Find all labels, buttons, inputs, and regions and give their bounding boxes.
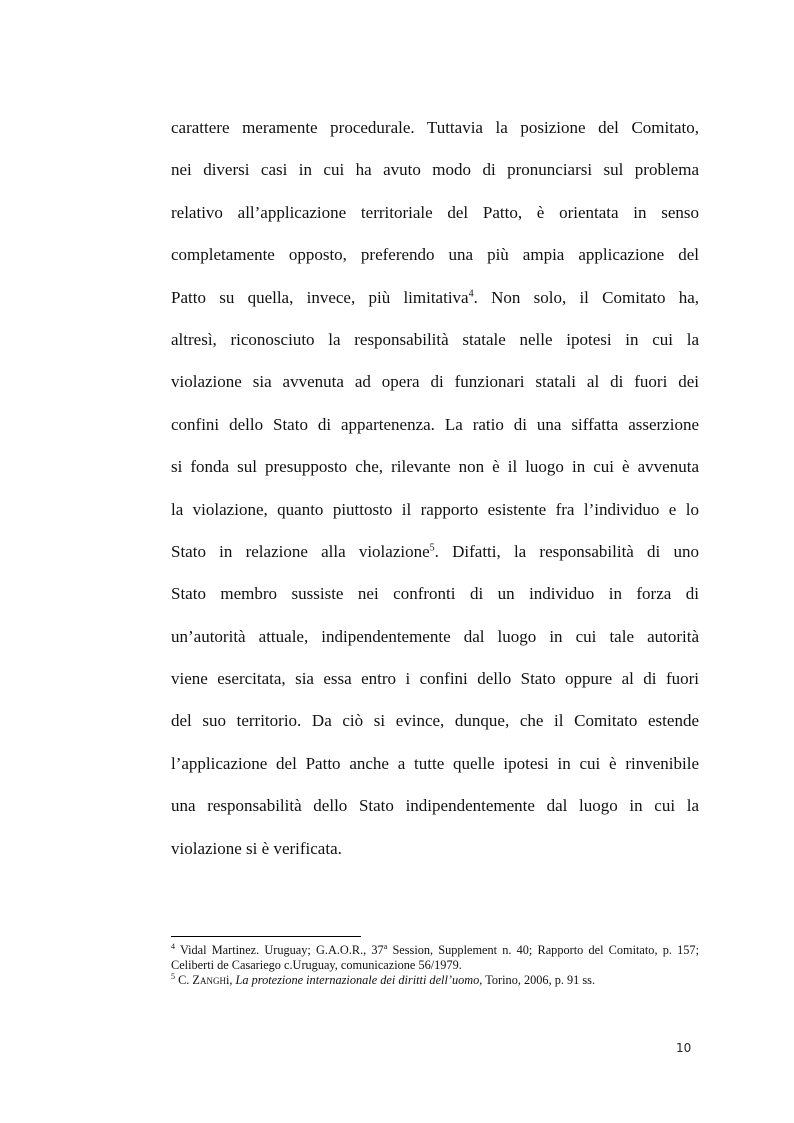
text-line: violazione sia avvenuta ad opera di funzionari statali al di fuori dei <box>171 372 699 392</box>
text-line: Stato membro sussiste nei confronti di un individuo in forza di <box>171 584 699 604</box>
main-text <box>171 107 699 870</box>
text-fragment: Patto su quella, invece, più limitativa <box>171 287 469 307</box>
text-line <box>171 531 699 573</box>
footnote-text: Vidal Martinez. Uruguay; G.A.O.R., 37 <box>179 943 384 957</box>
footnote-separator <box>171 936 361 937</box>
text-fragment: . Difatti, la responsabilità di uno <box>434 541 699 561</box>
text-line: completamente opposto, preferendo una più ampia applicazione del <box>171 245 699 265</box>
text-line: carattere meramente procedurale. Tuttavia la posizione del Comitato, <box>171 118 699 137</box>
footnote-ref-4[interactable]: 4 <box>468 287 474 299</box>
text-line: violazione si è verificata. <box>171 838 342 858</box>
text-line <box>171 277 699 319</box>
text-line: un’autorità attuale, indipendentemente dal luogo in cui tale autorità <box>171 626 699 646</box>
footnote-mark: 4 <box>171 941 175 951</box>
text-line: relativo all’applicazione territoriale del Patto, è orientata in senso <box>171 202 699 222</box>
text-line: l’applicazione del Patto anche a tutte quelle ipotesi in cui è rinvenibile <box>171 753 699 773</box>
footnote-author: angh <box>199 973 226 987</box>
footnote-mark: 5 <box>171 971 175 981</box>
ordinal-sup: a <box>383 941 388 951</box>
text-line: viene esercitata, sia essa entro i confini dello Stato oppure al di fuori <box>171 669 699 689</box>
footnote-text: , <box>229 973 236 987</box>
text-line: confini dello Stato di appartenenza. La ratio di una siffatta asserzione <box>171 414 699 434</box>
footnote-text: Torino, 2006, p. 91 ss. <box>482 973 596 987</box>
footnote-4 <box>171 943 699 973</box>
footnote-text: Session, Supplement n. 40; Rapporto del Comitato, p. 157; Celiberti de Casariego c.Uruguay, comunicazione 56/1979. <box>171 943 699 972</box>
text-line: nei diversi casi in cui ha avuto modo di pronunciarsi sul problema <box>171 160 699 180</box>
text-fragment: Stato in relazione alla violazione <box>171 541 430 561</box>
text-line: una responsabilità dello Stato indipendentemente dal luogo in cui la <box>171 796 699 816</box>
text-line: del suo territorio. Da ciò si evince, dunque, che il Comitato estende <box>171 711 699 731</box>
text-line: altresì, riconosciuto la responsabilità statale nelle ipotesi in cui la <box>171 329 699 349</box>
footnote-title: La protezione internazionale dei diritti dell’uomo, <box>235 973 483 987</box>
page-number: 10 <box>676 1041 692 1055</box>
footnote-author: C. Z <box>178 973 200 987</box>
footnote-5 <box>171 973 699 988</box>
footnotes <box>171 943 699 988</box>
text-fragment: . Non solo, il Comitato ha, <box>473 287 699 307</box>
footnote-ref-5[interactable]: 5 <box>429 542 435 554</box>
text-line: la violazione, quanto piuttosto il rapporto esistente fra l’individuo e lo <box>171 499 699 519</box>
text-line: si fonda sul presupposto che, rilevante non è il luogo in cui è avvenuta <box>171 457 699 477</box>
footnote-author: i <box>225 973 230 987</box>
